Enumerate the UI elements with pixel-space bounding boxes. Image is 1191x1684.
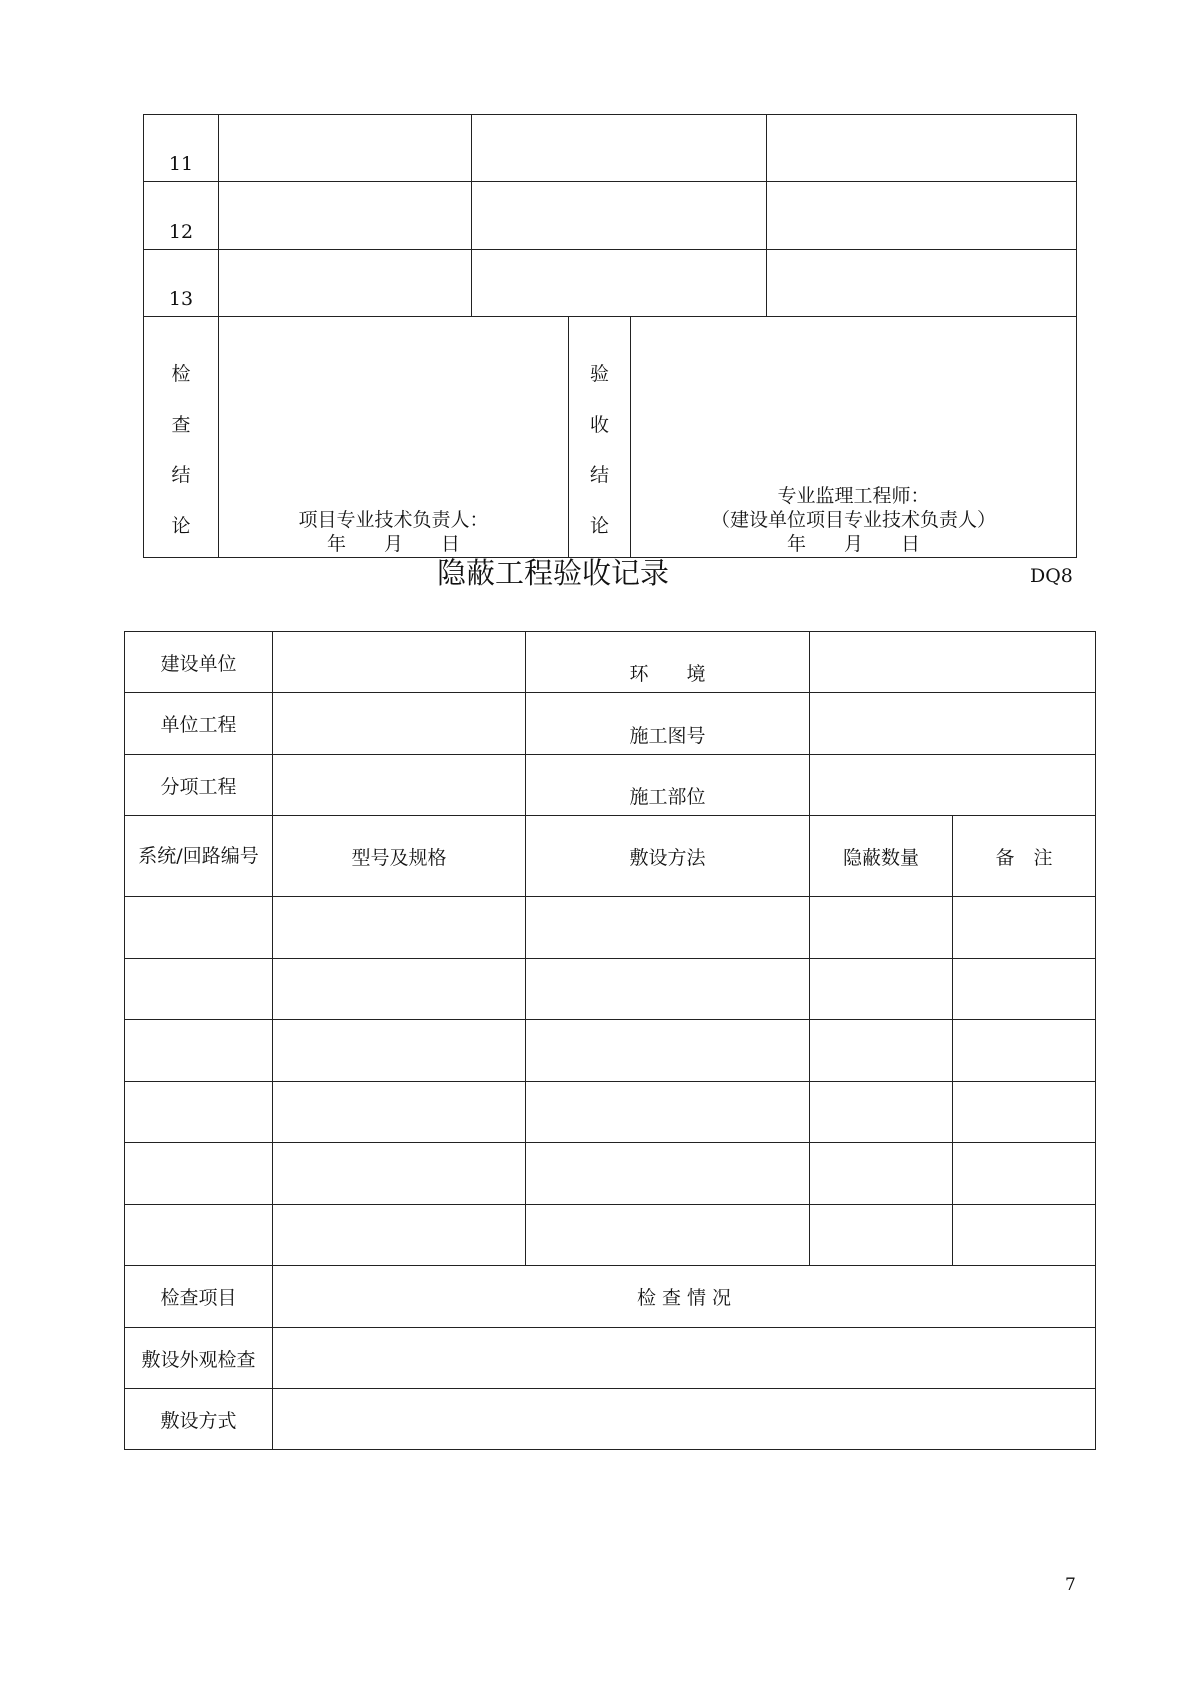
tech-lead-sign-label: 项目专业技术负责人： — [298, 509, 489, 531]
header-label: 单位工程 — [125, 693, 273, 755]
empty-cell[interactable] — [526, 897, 810, 959]
table-row — [125, 1205, 1096, 1266]
header-label: 分项工程 — [125, 755, 273, 816]
form-title: 隐蔽工程验收记录 — [437, 556, 670, 590]
construction-location-field[interactable] — [810, 755, 1096, 816]
table-row — [125, 1020, 1096, 1082]
row-number: 12 — [144, 182, 219, 250]
empty-cell[interactable] — [273, 959, 526, 1020]
hidden-works-table — [124, 631, 1096, 1450]
empty-cell[interactable] — [810, 897, 953, 959]
laying-method-field[interactable] — [273, 1389, 1096, 1450]
inspection-conclusion-label: 检 查 结 论 — [144, 317, 219, 558]
check-item-label: 敷设外观检查 — [125, 1328, 273, 1389]
empty-cell[interactable] — [125, 1082, 273, 1143]
header-row — [125, 693, 1096, 755]
column-header: 系统/回路编号 — [125, 816, 273, 897]
empty-cell[interactable] — [953, 1205, 1096, 1266]
empty-cell[interactable] — [810, 1082, 953, 1143]
header-label: 施工图号 — [526, 693, 810, 755]
table-row — [144, 115, 1077, 182]
date-label: 年 月 日 — [326, 533, 460, 555]
empty-cell[interactable] — [219, 182, 472, 250]
empty-cell[interactable] — [526, 1205, 810, 1266]
empty-cell[interactable] — [219, 250, 472, 317]
empty-cell[interactable] — [810, 1205, 953, 1266]
check-row — [125, 1389, 1096, 1450]
column-header: 备 注 — [953, 816, 1096, 897]
empty-cell[interactable] — [767, 182, 1077, 250]
column-header: 型号及规格 — [273, 816, 526, 897]
unit-project-field[interactable] — [273, 693, 526, 755]
date-label: 年 月 日 — [787, 533, 921, 555]
empty-cell[interactable] — [953, 1020, 1096, 1082]
table-row — [144, 250, 1077, 317]
empty-cell[interactable] — [125, 1020, 273, 1082]
column-header-row — [125, 816, 1096, 897]
empty-cell[interactable] — [526, 1020, 810, 1082]
row-number: 13 — [144, 250, 219, 317]
empty-cell[interactable] — [810, 1020, 953, 1082]
empty-cell[interactable] — [472, 250, 767, 317]
sub-project-field[interactable] — [273, 755, 526, 816]
check-row — [125, 1328, 1096, 1389]
check-item-label: 敷设方式 — [125, 1389, 273, 1450]
empty-cell[interactable] — [953, 1143, 1096, 1205]
table-row — [125, 897, 1096, 959]
row-number: 11 — [144, 115, 219, 182]
empty-cell[interactable] — [273, 1020, 526, 1082]
empty-cell[interactable] — [472, 115, 767, 182]
table-row — [144, 182, 1077, 250]
header-row — [125, 755, 1096, 816]
acceptance-conclusion-label: 验 收 结 论 — [569, 317, 631, 558]
appearance-check-field[interactable] — [273, 1328, 1096, 1389]
drawing-number-field[interactable] — [810, 693, 1096, 755]
empty-cell[interactable] — [767, 250, 1077, 317]
empty-cell[interactable] — [125, 959, 273, 1020]
header-row — [125, 632, 1096, 693]
acceptance-conclusion-cell[interactable] — [631, 317, 1077, 558]
empty-cell[interactable] — [810, 959, 953, 1020]
empty-cell[interactable] — [125, 897, 273, 959]
form-code: DQ8 — [1030, 565, 1073, 587]
empty-cell[interactable] — [767, 115, 1077, 182]
empty-cell[interactable] — [526, 959, 810, 1020]
environment-field[interactable] — [810, 632, 1096, 693]
supervisor-sign-label: 专业监理工程师： — [777, 485, 930, 507]
empty-cell[interactable] — [273, 1205, 526, 1266]
empty-cell[interactable] — [953, 1082, 1096, 1143]
column-header: 敷设方法 — [526, 816, 810, 897]
page-number: 7 — [1065, 1575, 1076, 1595]
continuation-table — [143, 114, 1077, 558]
empty-cell[interactable] — [273, 897, 526, 959]
header-label: 环 境 — [526, 632, 810, 693]
table-row — [125, 1082, 1096, 1143]
empty-cell[interactable] — [125, 1143, 273, 1205]
empty-cell[interactable] — [125, 1205, 273, 1266]
owner-tech-lead-label: （建设单位项目专业技术负责人） — [711, 509, 997, 531]
check-status-header: 检 查 情 况 — [273, 1266, 1096, 1328]
table-row — [125, 959, 1096, 1020]
check-header-row — [125, 1266, 1096, 1328]
construction-unit-field[interactable] — [273, 632, 526, 693]
check-item-label: 检查项目 — [125, 1266, 273, 1328]
header-label: 建设单位 — [125, 632, 273, 693]
empty-cell[interactable] — [273, 1143, 526, 1205]
empty-cell[interactable] — [526, 1082, 810, 1143]
header-label: 施工部位 — [526, 755, 810, 816]
empty-cell[interactable] — [273, 1082, 526, 1143]
conclusion-row — [144, 317, 1077, 558]
empty-cell[interactable] — [472, 182, 767, 250]
column-header: 隐蔽数量 — [810, 816, 953, 897]
empty-cell[interactable] — [810, 1143, 953, 1205]
table-row — [125, 1143, 1096, 1205]
empty-cell[interactable] — [219, 115, 472, 182]
inspection-conclusion-cell[interactable] — [219, 317, 569, 558]
empty-cell[interactable] — [953, 959, 1096, 1020]
empty-cell[interactable] — [526, 1143, 810, 1205]
empty-cell[interactable] — [953, 897, 1096, 959]
